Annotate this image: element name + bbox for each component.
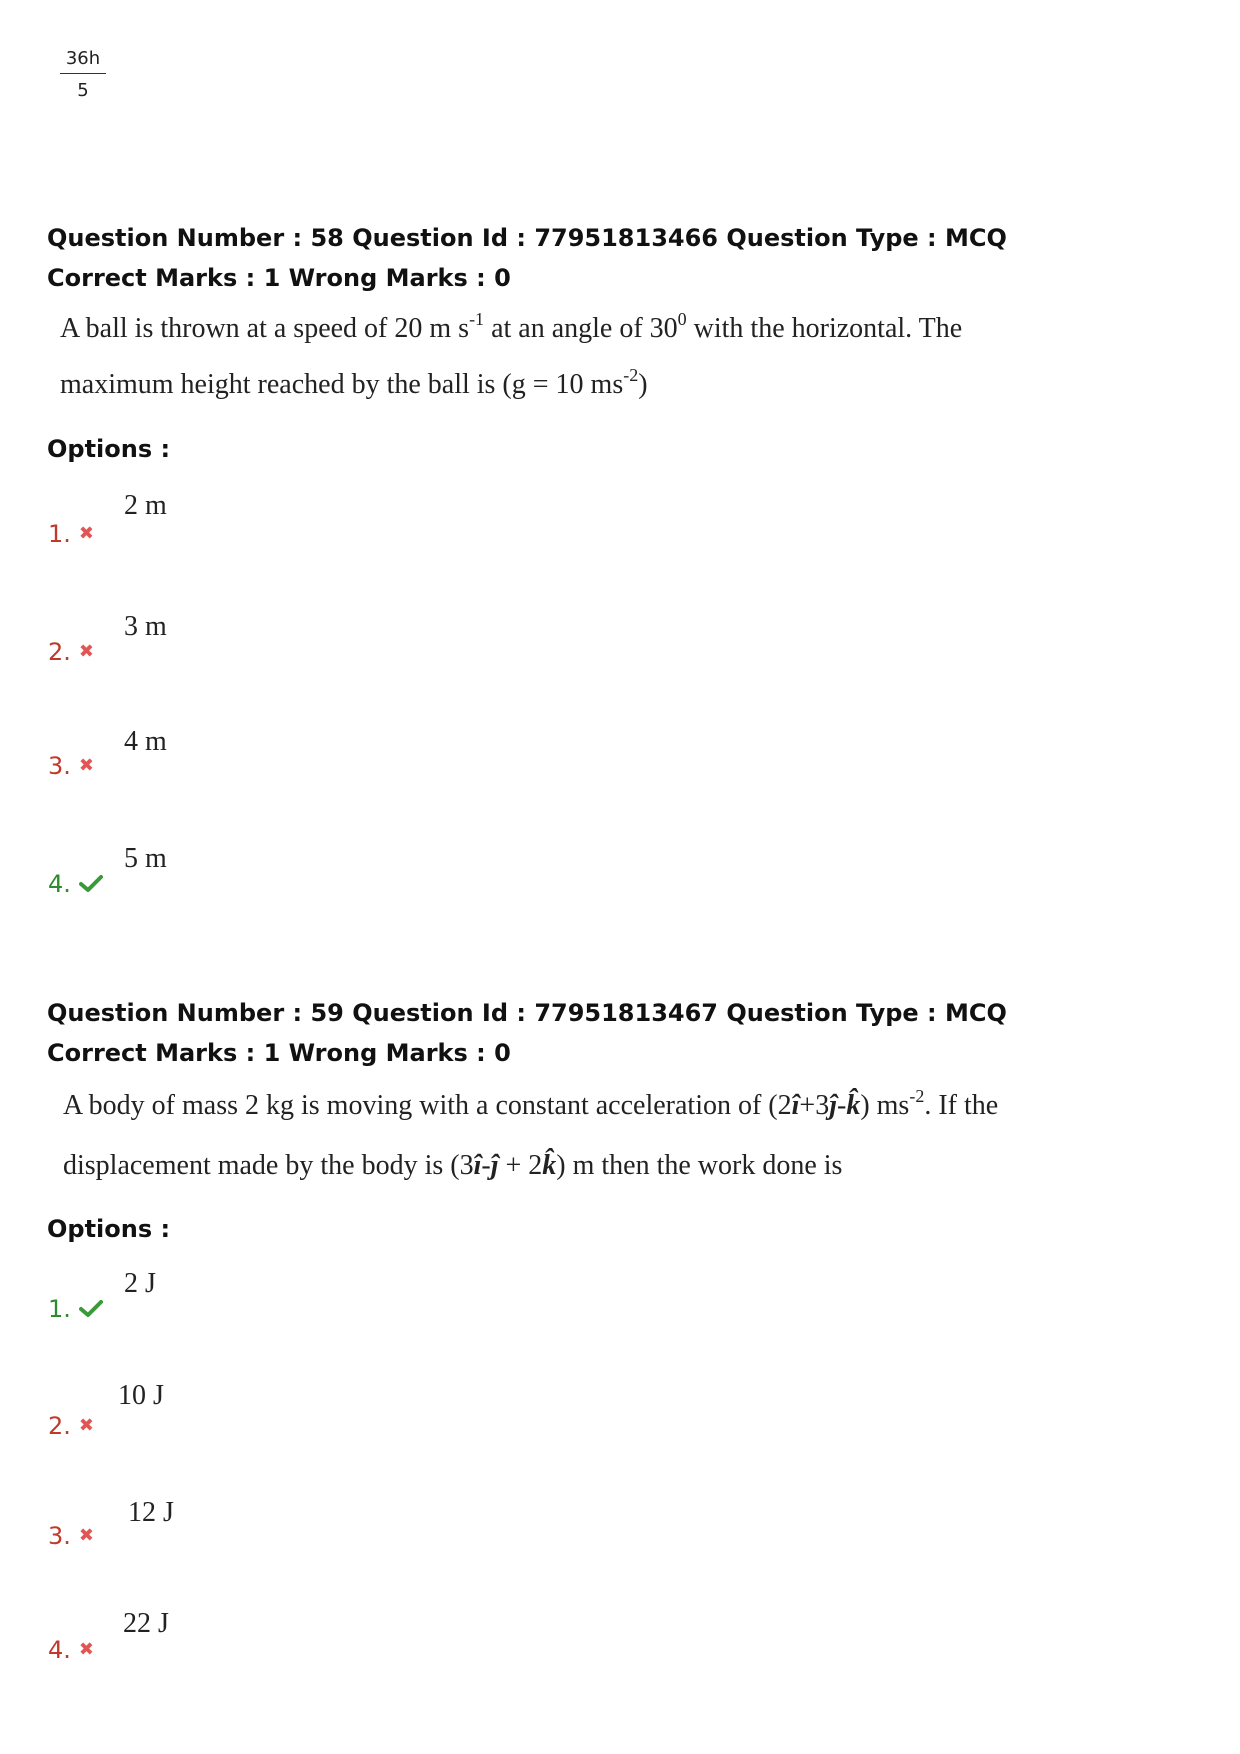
option-number: 1. — [48, 520, 71, 548]
option-59-1[interactable] — [48, 1295, 103, 1323]
option-58-1[interactable] — [48, 520, 94, 548]
option-58-3[interactable] — [48, 752, 94, 780]
question-marks-58: Correct Marks : 1 Wrong Marks : 0 — [47, 264, 511, 292]
option-text-59-1: 2 J — [124, 1268, 156, 1299]
options-label-58: Options : — [47, 435, 171, 463]
cross-icon: ✖ — [78, 1525, 94, 1546]
option-text-58-1: 2 m — [124, 490, 167, 521]
question-text-58-line2: maximum height reached by the ball is (g = 10 $ms^{-2}$) — [60, 365, 648, 400]
options-label-59: Options : — [47, 1215, 171, 1243]
option-number: 3. — [48, 1522, 71, 1550]
option-59-4[interactable] — [48, 1636, 94, 1664]
cross-icon: ✖ — [78, 1415, 94, 1436]
option-number: 1. — [48, 1295, 71, 1323]
option-number: 3. — [48, 752, 71, 780]
cross-icon: ✖ — [78, 523, 94, 544]
option-number: 4. — [48, 1636, 71, 1664]
option-number: 2. — [48, 638, 71, 666]
option-number: 4. — [48, 870, 71, 898]
option-text-58-3: 4 m — [124, 726, 167, 757]
cross-icon: ✖ — [78, 641, 94, 662]
fraction-expression — [60, 48, 106, 101]
option-text-58-4: 5 m — [124, 843, 167, 874]
option-text-59-3: 12 J — [128, 1497, 174, 1528]
question-header-59: Question Number : 59 Question Id : 77951813467 Question Type : MCQ — [47, 999, 1007, 1027]
question-text-59-line1: A body of mass 2 kg is moving with a constant acceleration of (2î+3ĵ-k̂) $ms^{-2}$. If the — [63, 1086, 999, 1121]
check-icon — [79, 870, 103, 898]
fraction-denominator: 5 — [77, 80, 89, 101]
option-59-3[interactable] — [48, 1522, 94, 1550]
question-text-58-line1: A ball is thrown at a speed of 20 m $s^{-1}$ at an angle of $30^0$ with the horizontal. The — [60, 309, 963, 344]
option-58-2[interactable] — [48, 638, 94, 666]
cross-icon: ✖ — [78, 755, 94, 776]
check-icon — [79, 1295, 103, 1323]
option-text-58-2: 3 m — [124, 611, 167, 642]
option-58-4[interactable] — [48, 870, 103, 898]
option-59-2[interactable] — [48, 1412, 94, 1440]
question-text-59-line2: displacement made by the body is (3î-ĵ + 2k̂) m then the work done is — [63, 1150, 843, 1181]
cross-icon: ✖ — [78, 1639, 94, 1660]
fraction-numerator: 36h — [65, 48, 101, 69]
question-header-58: Question Number : 58 Question Id : 77951813466 Question Type : MCQ — [47, 224, 1007, 252]
question-marks-59: Correct Marks : 1 Wrong Marks : 0 — [47, 1039, 511, 1067]
option-number: 2. — [48, 1412, 71, 1440]
option-text-59-4: 22 J — [123, 1608, 169, 1639]
option-text-59-2: 10 J — [118, 1380, 164, 1411]
